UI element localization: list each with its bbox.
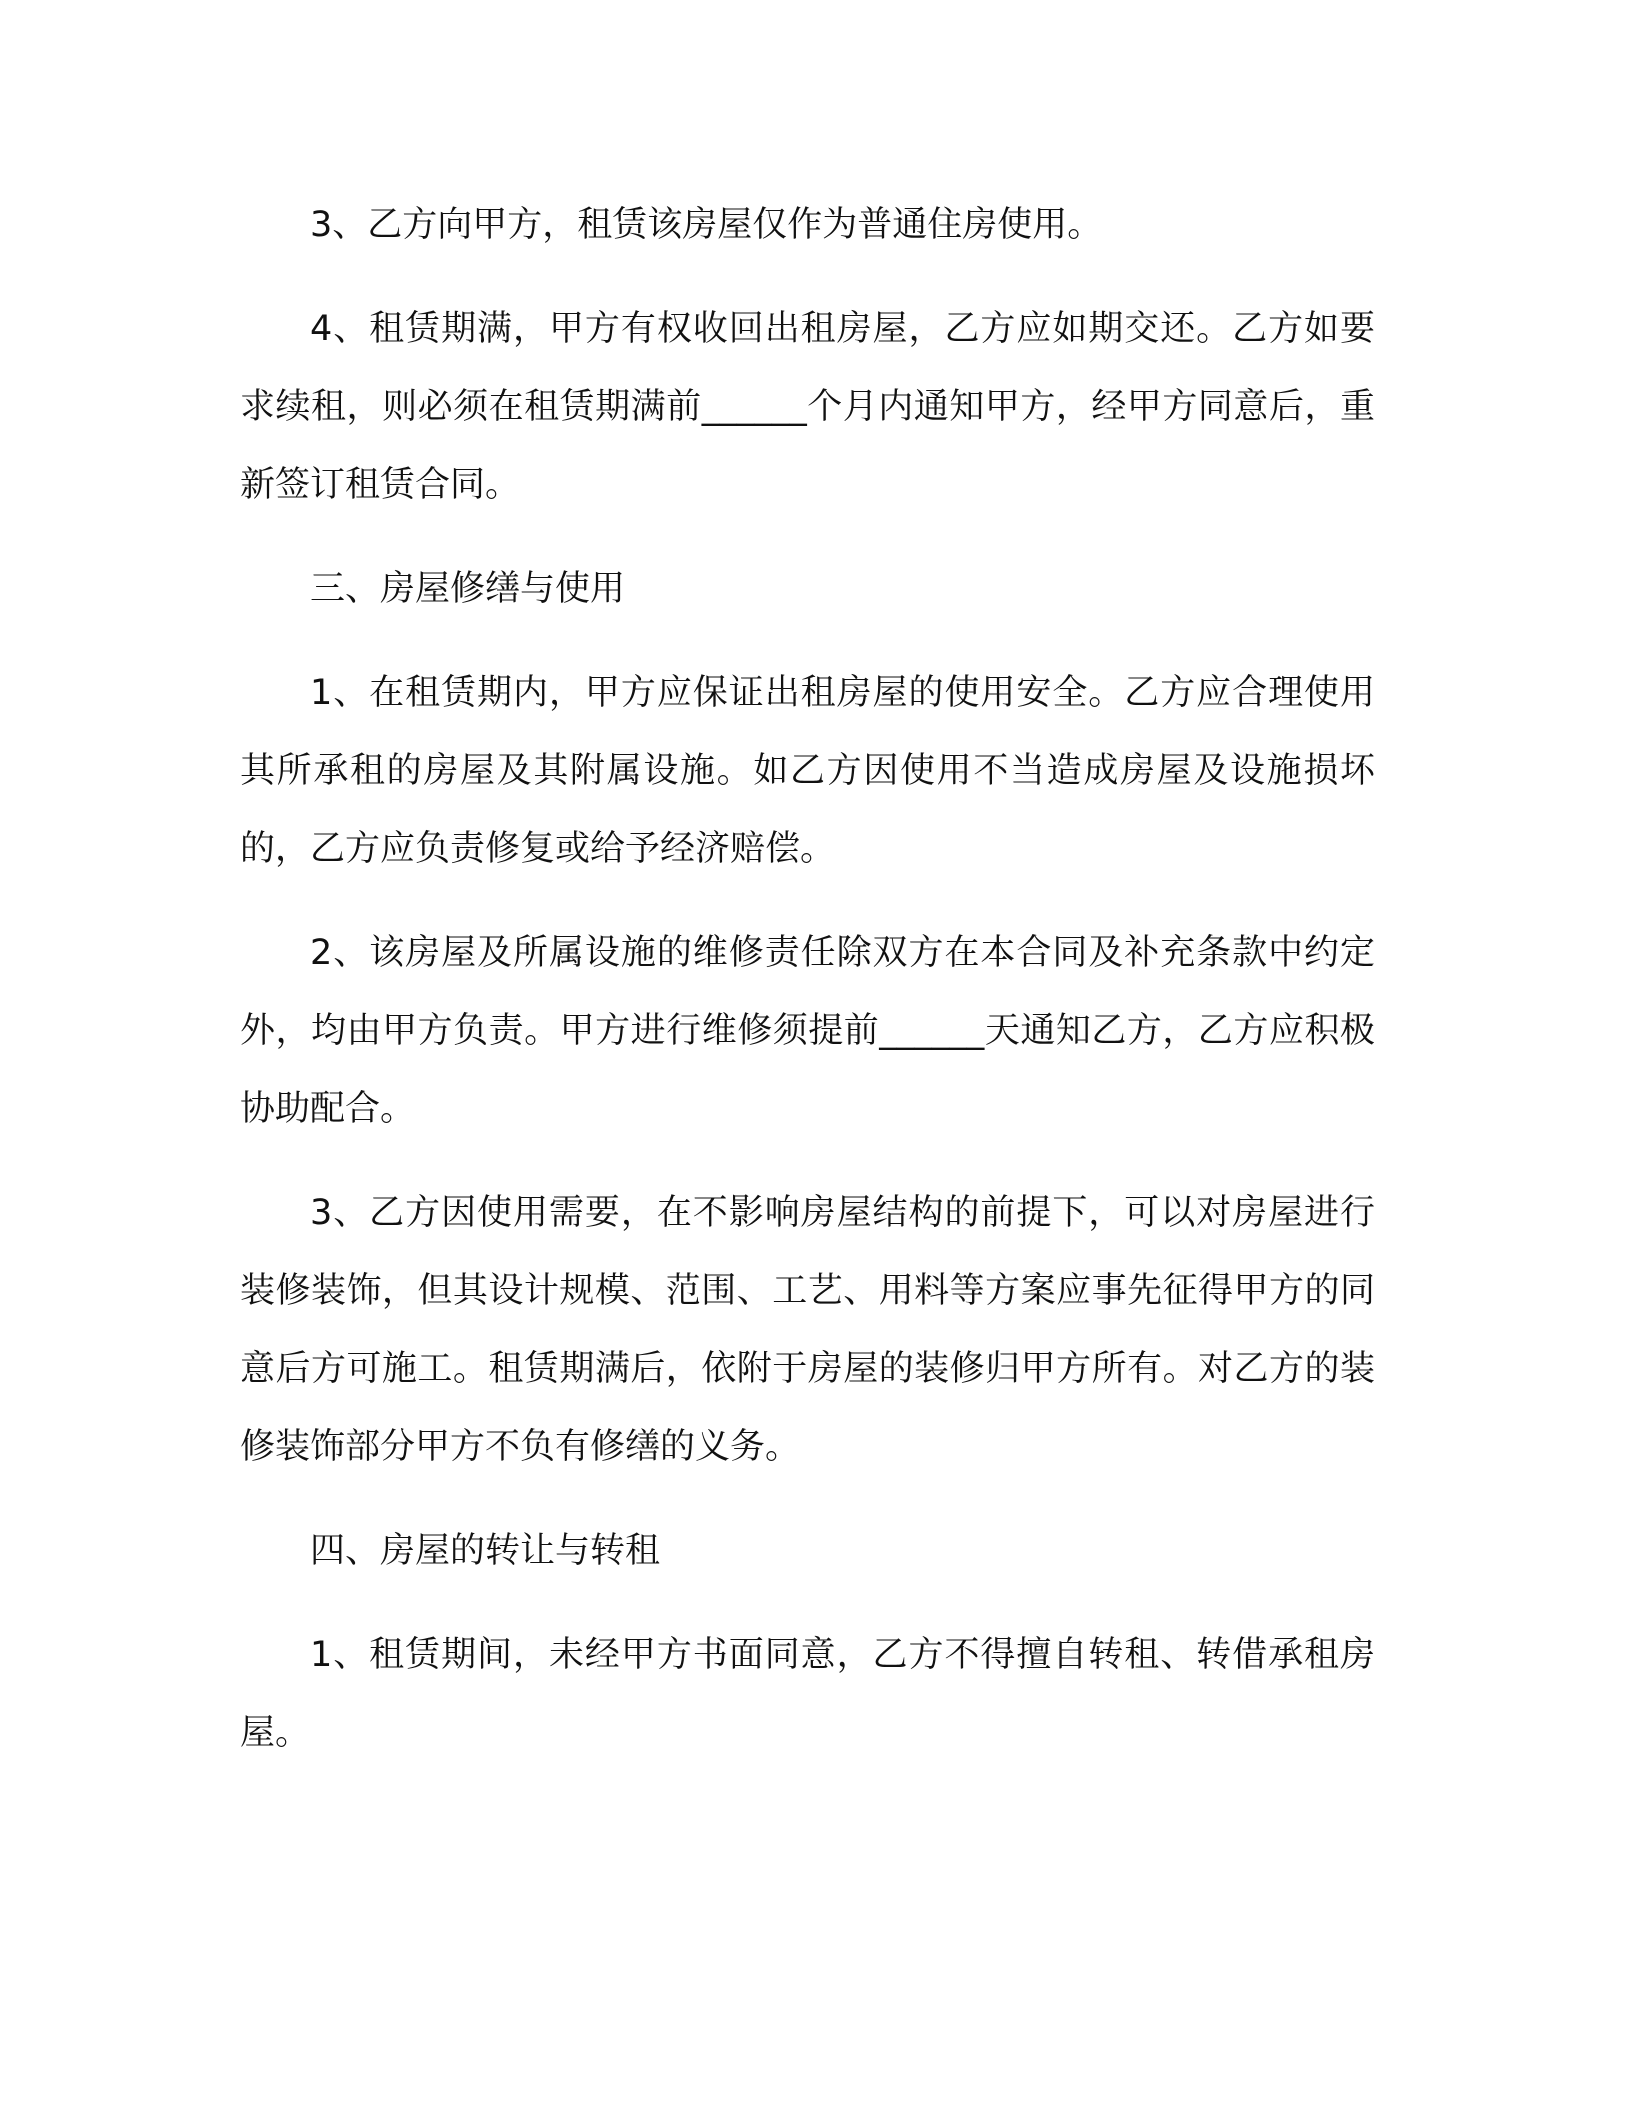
section-4-clause-1: 1、租赁期间，未经甲方书面同意，乙方不得擅自转租、转借承租房屋。 xyxy=(240,1635,1375,1753)
section-3-clause-2: 2、该房屋及所属设施的维修责任除双方在本合同及补充条款中约定外，均由甲方负责。甲方进行维修须提前______天通知乙方，乙方应积极协助配合。 xyxy=(240,933,1375,1129)
section-3-clause-1: 1、在租赁期内，甲方应保证出租房屋的使用安全。乙方应合理使用其所承租的房屋及其附属设施。如乙方因使用不当造成房屋及设施损坏的，乙方应负责修复或给予经济赔偿。 xyxy=(240,673,1375,869)
section-4-heading: 四、房屋的转让与转租 xyxy=(310,1531,661,1571)
clause-4-lease-expiry: 4、租赁期满，甲方有权收回出租房屋，乙方应如期交还。乙方如要求续租，则必须在租赁期满前______个月内通知甲方，经甲方同意后，重新签订租赁合同。 xyxy=(240,309,1375,505)
clause-3-usage: 3、乙方向甲方，租赁该房屋仅作为普通住房使用。 xyxy=(310,205,1103,245)
section-3-heading: 三、房屋修缮与使用 xyxy=(310,569,626,609)
document-body xyxy=(240,186,1375,1798)
section-3-clause-3: 3、乙方因使用需要，在不影响房屋结构的前提下，可以对房屋进行装修装饰，但其设计规模、范围、工艺、用料等方案应事先征得甲方的同意后方可施工。租赁期满后，依附于房屋的装修归甲方所有。对乙方的装修装饰部分甲方不负有修缮的义务。 xyxy=(240,1193,1375,1467)
